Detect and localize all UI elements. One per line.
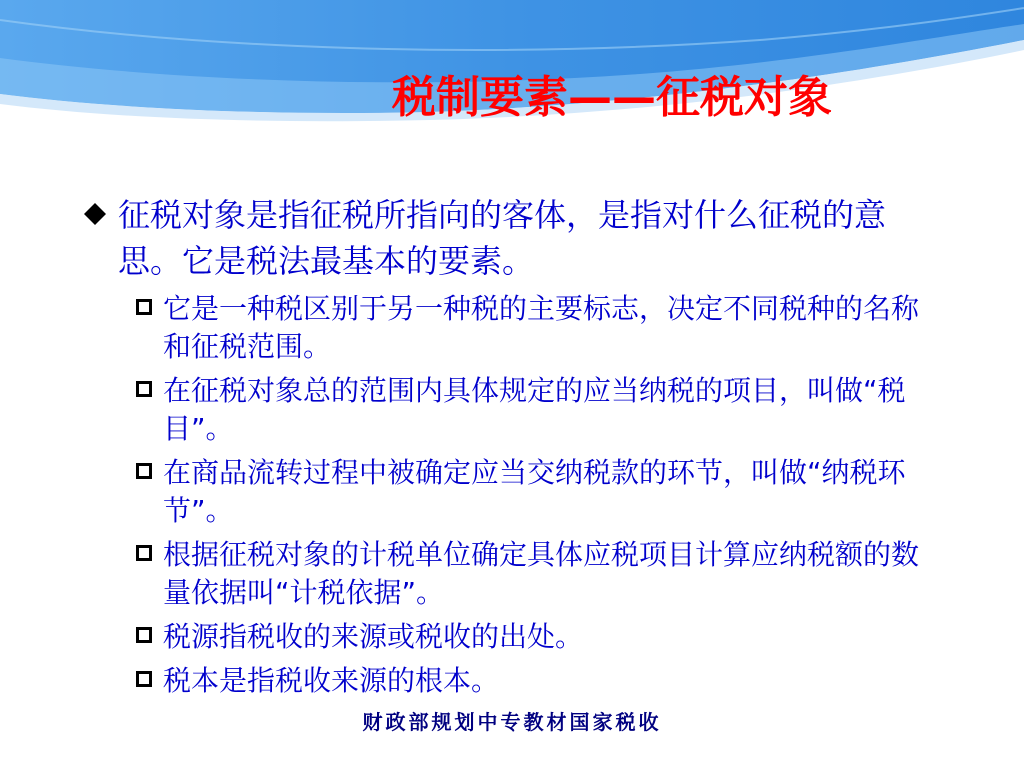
sub-bullet-text: 在商品流转过程中被确定应当交纳税款的环节，叫做“纳税环节”。 xyxy=(163,456,906,527)
main-bullet-text: 征税对象是指征税所指向的客体，是指对什么征税的意思。它是税法最基本的要素。 xyxy=(118,196,887,280)
sub-bullet-text: 税源指税收的来源或税收的出处。 xyxy=(163,620,584,653)
sub-bullet-item xyxy=(133,372,933,448)
square-bullet-icon xyxy=(136,381,152,397)
square-bullet-icon xyxy=(136,545,152,561)
sub-bullet-text: 它是一种税区别于另一种税的主要标志，决定不同税种的名称和征税范围。 xyxy=(163,292,920,363)
sub-bullet-item xyxy=(133,454,933,530)
sub-bullet-item xyxy=(133,662,933,700)
sub-bullet-text: 在征税对象总的范围内具体规定的应当纳税的项目，叫做“税目”。 xyxy=(163,374,906,445)
sub-bullet-item xyxy=(133,618,933,656)
square-bullet-icon xyxy=(136,671,152,687)
sub-bullet-text: 根据征税对象的计税单位确定具体应税项目计算应纳税额的数量依据叫“计税依据”。 xyxy=(163,538,920,609)
slide-footer: 财政部规划中专教材国家税收 xyxy=(362,710,662,734)
diamond-bullet-icon xyxy=(84,203,106,225)
main-bullet-point xyxy=(84,192,934,284)
sub-bullet-item xyxy=(133,536,933,612)
slide-title: 税制要素——征税对象 xyxy=(392,72,832,123)
sub-bullet-text: 税本是指税收来源的根本。 xyxy=(163,664,500,697)
square-bullet-icon xyxy=(136,627,152,643)
sub-bullet-item xyxy=(133,290,933,366)
square-bullet-icon xyxy=(136,463,152,479)
square-bullet-icon xyxy=(136,299,152,315)
